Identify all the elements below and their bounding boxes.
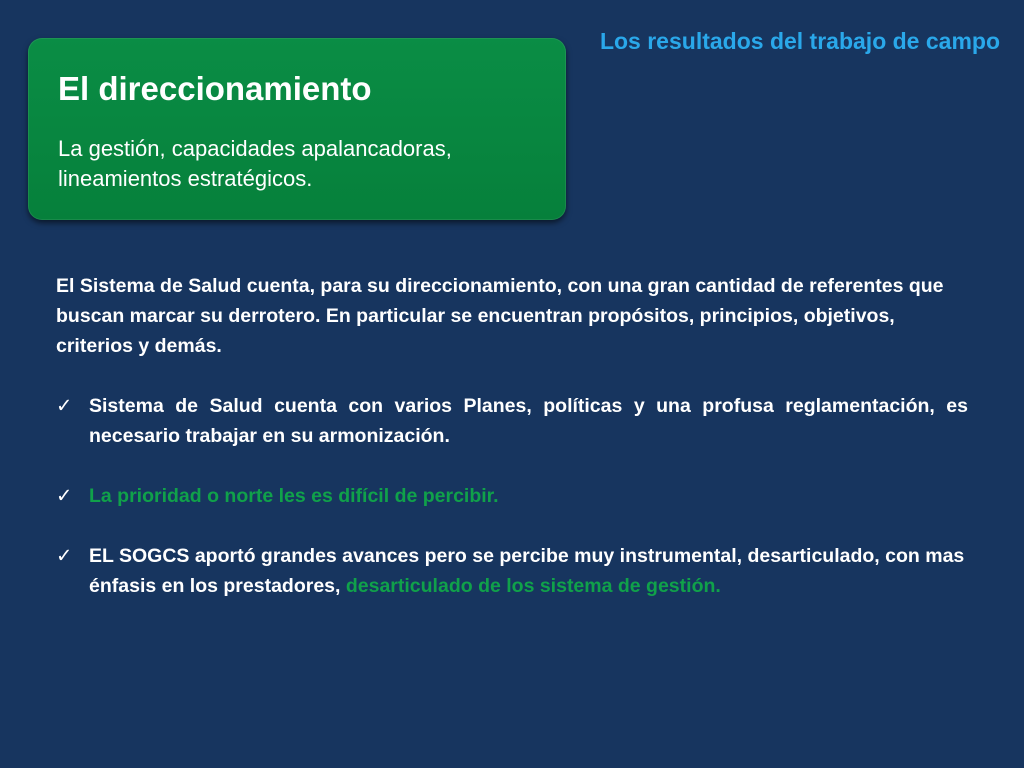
card-title: El direccionamiento [58,70,372,107]
bullet-text: Sistema de Salud cuenta con varios Planes, políticas y una profusa reglamentación, es necesario trabajar en su armonización. [89,395,968,447]
title-card [28,38,566,220]
bullet-text: EL SOGCS aportó grandes avances pero se percibe muy instrumental, desarticulado, con mas énfasis en los prestadores, [89,545,965,597]
bullet-text-container [89,541,968,601]
bullet-highlight-text: desarticulado de los sistema de gestión. [345,575,721,597]
bullet-text: La prioridad o norte les es difícil de percibir. [89,485,499,507]
card-subtitle: La gestión, capacidades apalancadoras, lineamientos estratégicos. [58,136,452,191]
bullet-item [56,481,968,511]
check-icon: ✓ [56,395,73,417]
check-icon: ✓ [56,485,73,507]
intro-paragraph: El Sistema de Salud cuenta, para su direccionamiento, con una gran cantidad de referentes que buscan marcar su derrotero. En particular se encuentran propósitos, principios, objetivos, criterios y demás. [56,275,944,357]
check-icon: ✓ [56,545,73,567]
bullet-item [56,541,968,601]
slide-body [56,271,968,631]
slide-header-title: Los resultados del trabajo de campo [599,28,1000,54]
bullet-item [56,391,968,451]
